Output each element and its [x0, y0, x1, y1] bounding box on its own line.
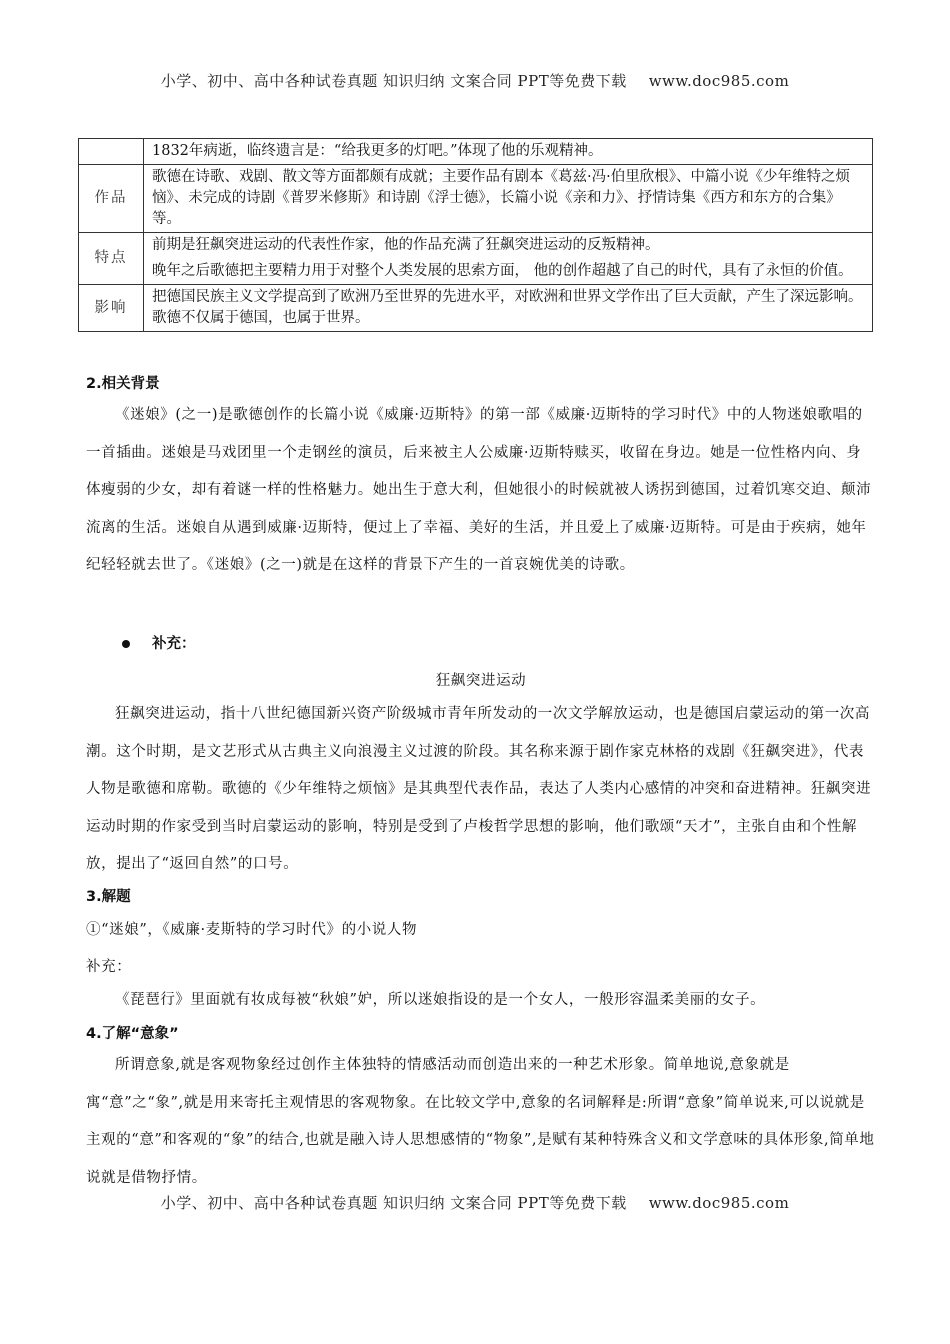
row-label	[79, 139, 144, 165]
page-header	[0, 70, 950, 91]
row-label-features: 特点	[79, 233, 144, 285]
page-footer	[0, 1192, 950, 1213]
section-imagery	[86, 1022, 876, 1197]
table-row	[79, 285, 873, 332]
table-row	[79, 139, 873, 165]
features-text-early: 前期是狂飙突进运动的代表性作家，他的作品充满了狂飙突进运动的反叛精神。	[152, 237, 660, 253]
footer-url[interactable]: www.doc985.com	[648, 1194, 790, 1212]
section-title: 3.解题	[86, 889, 131, 905]
influence-text: 把德国民族主义文学提高到了欧洲乃至世界的先进水平，对欧洲和世界文学作出了巨大贡献，产生了深远影响。歌德不仅属于德国，也属于世界。	[152, 289, 863, 326]
bullet-dot-icon	[122, 640, 130, 648]
table-row	[79, 233, 873, 285]
goethe-info-table	[78, 138, 873, 332]
supplement-paragraph: 狂飙突进运动，指十八世纪德国新兴资产阶级城市青年所发动的一次文学解放运动，也是德国启蒙运动的第一次高潮。这个时期，是文艺形式从古典主义向浪漫主义过渡的阶段。其名称来源于剧作家克林格的戏剧《狂飙突进》，代表人物是歌德和席勒。歌德的《少年维特之烦恼》是其典型代表作品，表达了人类内心感情的冲突和奋进精神。狂飙突进运动时期的作家受到当时启蒙运动的影响，特别是受到了卢梭哲学思想的影响，他们歌颂“天才”，主张自由和个性解放，提出了“返回自然”的口号。	[86, 706, 872, 872]
row-content	[144, 165, 873, 233]
section-supplement	[86, 632, 876, 884]
section-title: 4.了解“意象”	[86, 1026, 179, 1042]
header-text: 小学、初中、高中各种试卷真题 知识归纳 文案合同 PPT等免费下载	[160, 72, 627, 90]
footer-text: 小学、初中、高中各种试卷真题 知识归纳 文案合同 PPT等免费下载	[160, 1194, 627, 1212]
explanation-line: ①“迷娘”，《威廉·麦斯特的学习时代》的小说人物	[86, 922, 418, 938]
supplement-label: 补充：	[152, 636, 196, 652]
background-paragraph: 《迷娘》(之一)是歌德创作的长篇小说《威廉·迈斯特》的第一部《威廉·迈斯特的学习时代》中的人物迷娘歌唱的一首插曲。迷娘是马戏团里一个走钢丝的演员，后来被主人公威廉·迈斯特赎买，收留在身边。她是一位性格内向、身体瘦弱的少女，却有着谜一样的性格魅力。她出生于意大利，但她很小的时候就被人诱拐到德国，过着饥寒交迫、颠沛流离的生活。迷娘自从遇到威廉·迈斯特，便过上了幸福、美好的生活，并且爱上了威廉·迈斯特。可是由于疾病，她年纪轻轻就去世了。《迷娘》(之一)就是在这样的背景下产生的一首哀婉优美的诗歌。	[86, 407, 872, 573]
row-label-influence: 影响	[79, 285, 144, 332]
row-label-works: 作品	[79, 165, 144, 233]
header-url[interactable]: www.doc985.com	[648, 72, 790, 90]
death-text: 1832年病逝，临终遗言是：“给我更多的灯吧。”体现了他的乐观精神。	[152, 143, 603, 159]
works-text: 歌德在诗歌、戏剧、散文等方面都颇有成就；主要作品有剧本《葛兹·冯·伯里欣根》、中篇小说《少年维特之烦恼》、未完成的诗剧《普罗米修斯》和诗剧《浮士德》，长篇小说《亲和力》、抒情诗集《西方和东方的合集》等。	[152, 169, 850, 227]
supplement-bullet	[86, 632, 876, 653]
row-content	[144, 233, 873, 285]
section-title-explanation	[86, 885, 876, 1020]
explanation-supplement-label: 补充：	[86, 959, 132, 975]
supplement-title: 狂飙突进运动	[435, 673, 527, 689]
row-content	[144, 139, 873, 165]
section-title: 2.相关背景	[86, 376, 160, 392]
row-content	[144, 285, 873, 332]
imagery-paragraph: 所谓意象,就是客观物象经过创作主体独特的情感活动而创造出来的一种艺术形象。简单地说,意象就是寓“意”之“象”,就是用来寄托主观情思的客观物象。在比较文学中,意象的名词解释是:所谓“意象”简单说来,可以说就是主观的“意”和客观的“象”的结合,也就是融入诗人思想感情的“物象”,是赋有某种特殊含义和文学意味的具体形象,简单地说就是借物抒情。	[86, 1057, 875, 1186]
features-text-late: 晚年之后歌德把主要精力用于对整个人类发展的思索方面， 他的创作超越了自己的时代，具有了永恒的价值。	[152, 263, 853, 279]
explanation-paragraph: 《琵琶行》里面就有妆成每被“秋娘”妒，所以迷娘指设的是一个女人，一般形容温柔美丽的女子。	[115, 992, 766, 1008]
table-row	[79, 165, 873, 233]
section-background	[86, 372, 876, 585]
